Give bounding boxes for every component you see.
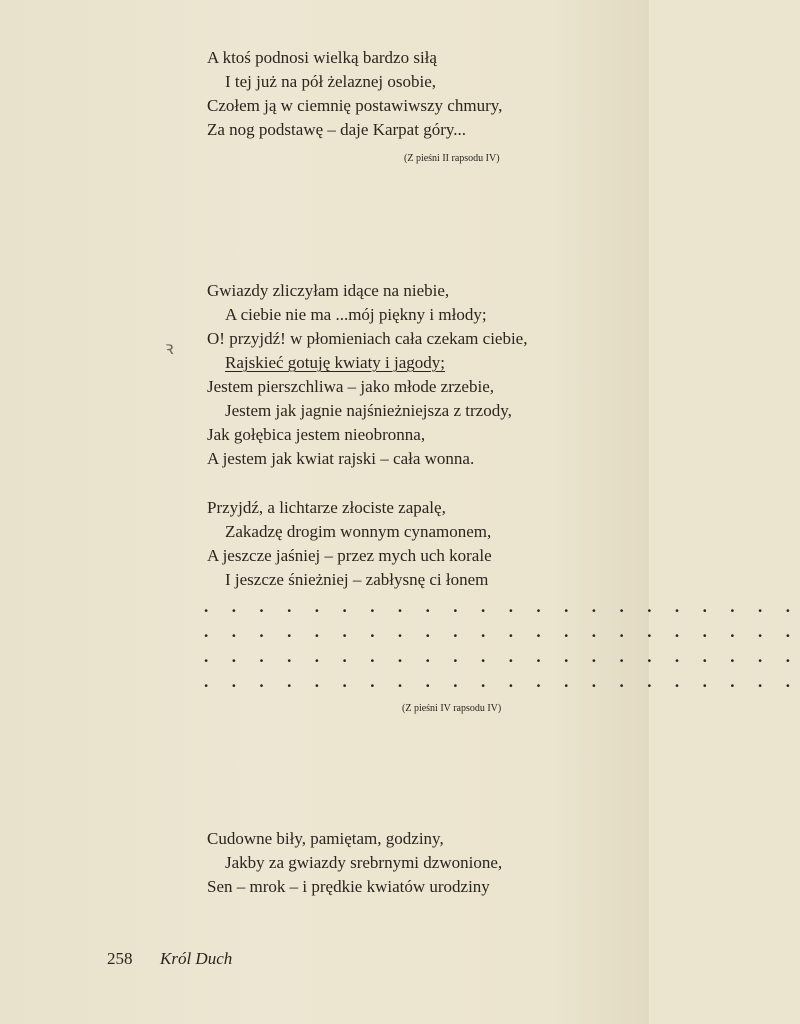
verse-line: Gwiazdy zliczyłam idące na niebie, [207, 281, 450, 300]
ellipsis-row: . . . . . . . . . . . . . . . . . . . . . . [204, 597, 800, 616]
verse-line: I tej już na pół żelaznej osobie, [225, 72, 436, 91]
source-note: (Z pieśni II rapsodu IV) [404, 153, 500, 164]
page-number: 258 [107, 949, 133, 968]
verse-line: O! przyjdź! w płomieniach cała czekam ciebie, [207, 329, 528, 348]
source-note: (Z pieśni IV rapsodu IV) [402, 703, 502, 714]
ellipsis-row: . . . . . . . . . . . . . . . . . . . . . . [204, 647, 800, 666]
verse-line: Czołem ją w ciemnię postawiwszy chmury, [207, 96, 503, 115]
verse-line: A jeszcze jaśniej – przez mych uch korale [207, 546, 492, 565]
running-title: Król Duch [160, 949, 233, 968]
verse-line: Przyjdź, a lichtarze złociste zapalę, [207, 498, 446, 517]
verse-line: Jestem jak jagnie najśnieżniejsza z trzody, [225, 401, 512, 420]
verse-line: Zakadzę drogim wonnym cynamonem, [225, 522, 492, 541]
verse-line: Jestem pierszchliwa – jako młode zrzebie, [207, 377, 494, 396]
verse-line: I jeszcze śnieżniej – zabłysnę ci łonem [225, 570, 489, 589]
verse-line: A ktoś podnosi wielką bardzo siłą [207, 48, 437, 67]
verse-line: Za nog podstawę – daje Karpat góry... [207, 120, 467, 139]
verse-line: Sen – mrok – i prędkie kwiatów urodziny [207, 877, 490, 896]
margin-pencil-mark: ꝛ [165, 338, 174, 358]
ellipsis-row: . . . . . . . . . . . . . . . . . . . . . . [204, 672, 800, 691]
verse-line: A jestem jak kwiat rajski – cała wonna. [207, 449, 475, 468]
verse-line: Jak gołębica jestem nieobronna, [207, 425, 426, 444]
ellipsis-row: . . . . . . . . . . . . . . . . . . . . . . [204, 622, 800, 641]
verse-line: Cudowne biły, pamiętam, godziny, [207, 829, 444, 848]
verse-line: A ciebie nie ma ...mój piękny i młody; [225, 305, 487, 324]
verse-line-underlined: Rajskieć gotuję kwiaty i jagody; [225, 353, 446, 372]
verse-line: Jakby za gwiazdy srebrnymi dzwonione, [225, 853, 503, 872]
